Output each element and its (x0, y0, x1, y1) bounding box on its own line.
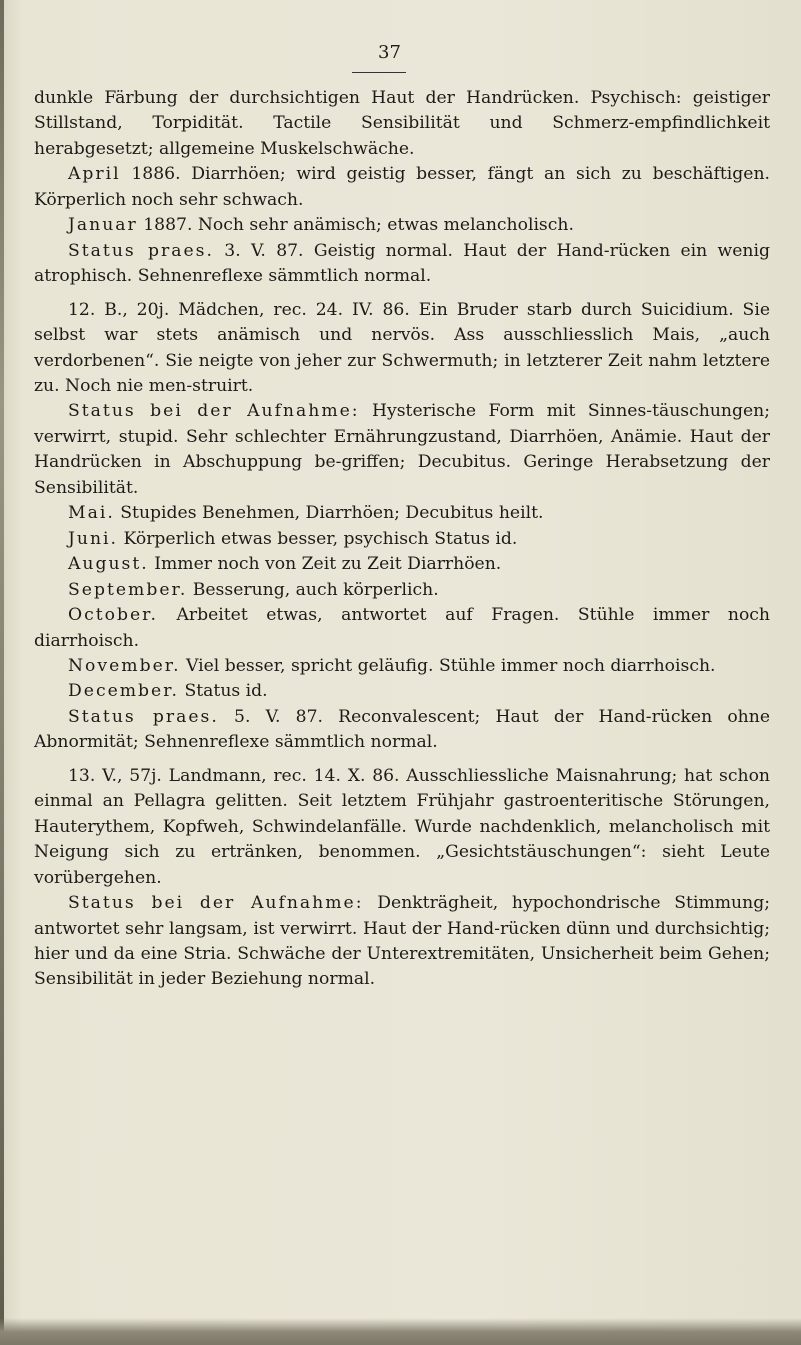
entry-text: Hysterische Form mit Sinnes-täuschungen; verwirrt, stupid. Sehr schlechter Ernährungzustand, Diarrhöen, Anämie. Haut der Handrücken in Abschuppung be-griffen; Decubitus. Geringe Herabsetzung der Sensibilität. (34, 401, 770, 498)
page-number-rule (352, 72, 406, 73)
entry-status-aufnahme-2 (34, 891, 770, 993)
entry-text: Denkträgheit, hypochondrische Stimmung; antwortet sehr langsam, ist verwirrt. Haut der Hand-rücken dünn und durchsichtig; hier und da eine Stria. Schwäche der Unterextremitäten, Unsicherheit beim Gehen; Sensibilität in jeder Beziehung normal. (34, 893, 770, 990)
entry-text: Besserung, auch körperlich. (187, 579, 439, 600)
paragraph-text: dunkle Färbung der durchsichtigen Haut der Handrücken. Psychisch: geistiger Stillstand, Torpidität. Tactile Sensibilität und Schmerz-empfindlichkeit herabgesetzt; allgemeine Muskelschwäche. (34, 88, 770, 159)
entry-juni (34, 527, 770, 552)
case-text: 13. V., 57j. Landmann, rec. 14. X. 86. Ausschliessliche Maisnahrung; hat schon einmal an Pellagra gelitten. Seit letztem Frühjahr gastroenteritische Störungen, Hauterythem, Kopfweh, Schwindelanfälle. Wurde nachdenklich, melancholisch mit Neigung sich zu ertränken, benommen. „Gesichtstäuschungen“: sieht Leute vorübergehen. (34, 765, 770, 888)
entry-label: October. (68, 605, 158, 626)
entry-label: Mai. (68, 503, 115, 524)
entry-label: Status bei der Aufnahme: (68, 893, 364, 914)
entry-text: Stupides Benehmen, Diarrhöen; Decubitus heilt. (114, 503, 544, 524)
entry-label: Status bei der Aufnahme: (68, 401, 360, 422)
entry-october (34, 603, 770, 654)
entry-text: Immer noch von Zeit zu Zeit Diarrhöen. (148, 554, 502, 575)
entry-status-praes (34, 239, 770, 290)
entry-august (34, 552, 770, 577)
entry-text: 1887. Noch sehr anämisch; etwas melancholisch. (137, 215, 574, 236)
entry-december (34, 679, 770, 704)
entry-text: 3. V. 87. Geistig normal. Haut der Hand-rücken ein wenig atrophisch. Sehnenreflexe sämmtlich normal. (34, 240, 770, 287)
body-text (34, 86, 770, 993)
case-text: 12. B., 20j. Mädchen, rec. 24. IV. 86. Ein Bruder starb durch Suicidium. Sie selbst war stets anämisch und nervös. Ass ausschliesslich Mais, „auch verdorbenen“. Sie neigte von jeher zur Schwermuth; in letzterer Zeit nahm letztere zu. Noch nie men-struirt. (34, 299, 770, 396)
entry-label: Juni. (68, 528, 118, 549)
case-12 (34, 298, 770, 400)
entry-label: August. (68, 554, 149, 575)
entry-text: Arbeitet etwas, antwortet auf Fragen. Stühle immer noch diarrhoisch. (34, 605, 770, 651)
page-binding-edge (0, 0, 4, 1345)
entry-text: Körperlich etwas besser, psychisch Status id. (118, 528, 518, 549)
entry-april-1886 (34, 162, 770, 213)
entry-status-aufnahme (34, 399, 770, 501)
page-number: 37 (378, 42, 401, 63)
entry-label: December. (68, 681, 180, 702)
entry-label: Status praes. (68, 706, 219, 727)
paragraph-continuation (34, 86, 770, 162)
entry-september (34, 578, 770, 603)
case-13 (34, 764, 770, 891)
entry-label: November. (68, 655, 181, 676)
entry-text: Status id. (179, 681, 268, 702)
entry-text: 1886. Diarrhöen; wird geistig besser, fängt an sich zu beschäftigen. Körperlich noch sehr schwach. (34, 164, 770, 210)
entry-label: September. (68, 579, 188, 600)
entry-text: 5. V. 87. Reconvalescent; Haut der Hand-rücken ohne Abnormität; Sehnenreflexe sämmtlich normal. (34, 706, 770, 753)
entry-januar-1887 (34, 213, 770, 238)
entry-november (34, 654, 770, 679)
entry-mai (34, 501, 770, 526)
entry-label: April (68, 164, 121, 185)
entry-label: Januar (68, 215, 138, 236)
entry-status-praes-2 (34, 705, 770, 756)
entry-label: Status praes. (68, 240, 214, 261)
page-bottom-shadow (0, 1318, 801, 1345)
entry-text: Viel besser, spricht geläufig. Stühle immer noch diarrhoisch. (180, 655, 716, 676)
